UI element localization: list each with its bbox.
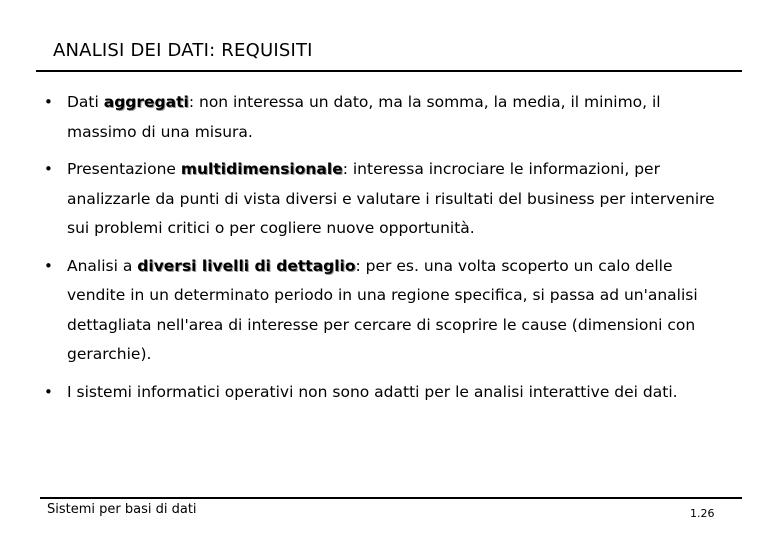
- slide-title: ANALISI DEI DATI: REQUISITI: [53, 40, 313, 61]
- bullet-rest-text: : per es. una volta scoperto un calo delle vendite in un determinato periodo in una regione specifica, si passa ad un'analisi dettagliata nell'area di interesse per cercare di scoprire le cause (dimensioni con gerarchie).: [67, 256, 698, 363]
- bullet-list: [44, 88, 734, 415]
- bullet-marker: •: [44, 93, 53, 111]
- bullet-item: [44, 252, 734, 370]
- bullet-lead-text: Presentazione: [67, 160, 181, 178]
- bullet-rest-text: : interessa incrociare le informazioni, per analizzarle da punti di vista diversi e valutare i risultati del business per intervenire sui problemi critici o per cogliere nuove opportunità.: [67, 160, 715, 237]
- footer-page-number: 1.26: [690, 507, 715, 520]
- bullet-emphasis: multidimensionale: [180, 160, 343, 178]
- bullet-marker: •: [44, 160, 53, 178]
- bullet-marker: •: [44, 256, 53, 275]
- bullet-emphasis: aggregati: [103, 93, 189, 111]
- bullet-lead-text: Dati: [67, 93, 104, 111]
- bullet-lead-text: Analisi a: [67, 256, 138, 275]
- bullet-item: [44, 378, 734, 408]
- bullet-item: [44, 88, 734, 147]
- bullet-marker: •: [44, 382, 53, 401]
- bullet-emphasis: diversi livelli di dettaglio: [137, 256, 356, 275]
- bullet-lead-text: I sistemi informatici operativi non sono adatti per le analisi interattive dei dati.: [67, 382, 678, 401]
- footer-divider: [40, 497, 742, 499]
- title-divider: [36, 70, 742, 72]
- bullet-item: [44, 155, 734, 244]
- footer-course-name: Sistemi per basi di dati: [47, 502, 197, 517]
- bullet-rest-text: : non interessa un dato, ma la somma, la media, il minimo, il massimo di una misura.: [67, 93, 661, 141]
